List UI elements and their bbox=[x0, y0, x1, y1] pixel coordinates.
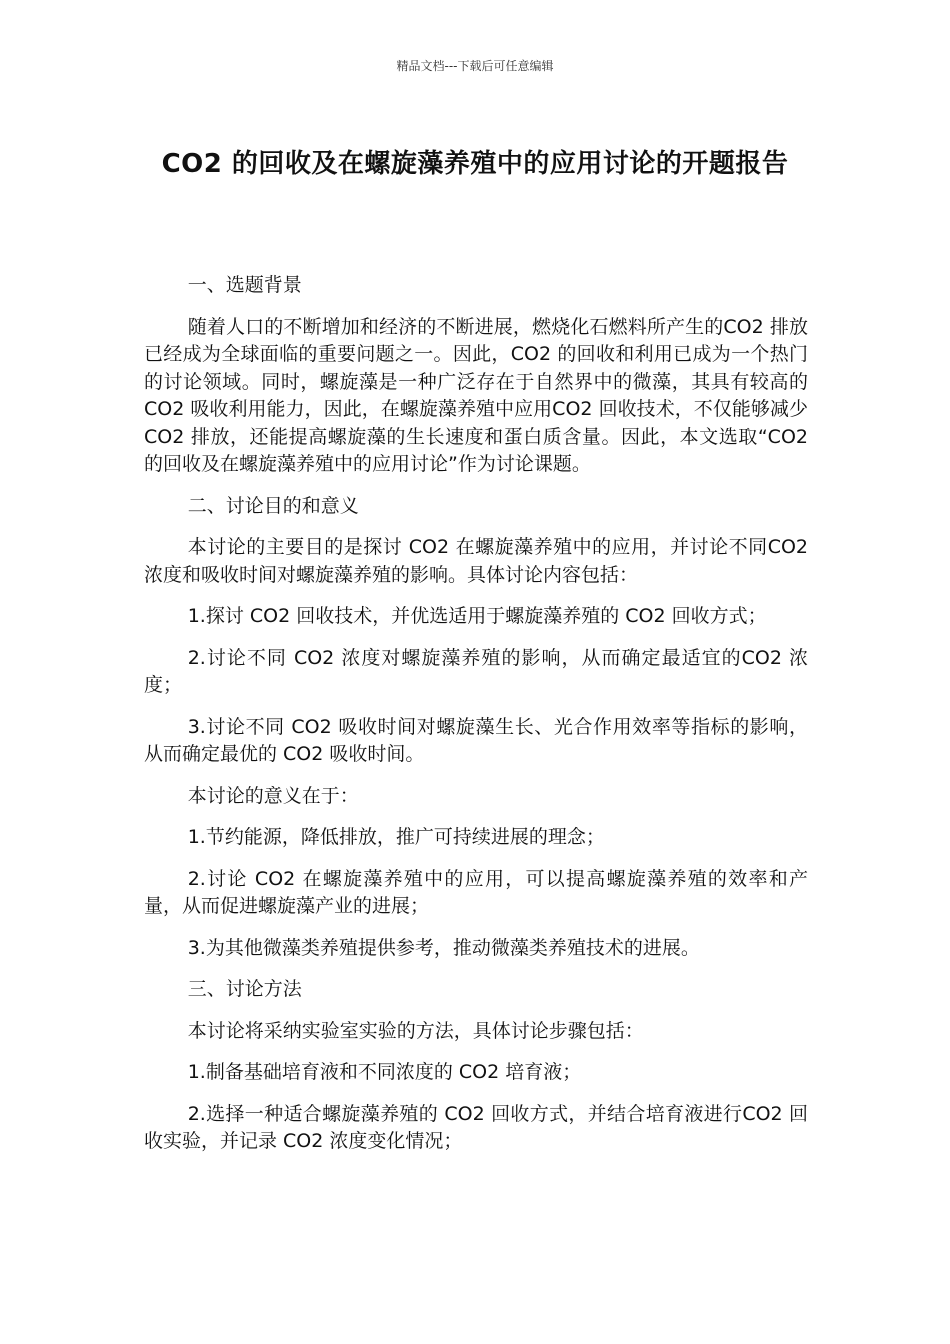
paragraph-purpose: 本讨论的主要目的是探讨 CO2 在螺旋藻养殖中的应用，并讨论不同CO2 浓度和吸收时间对螺旋藻养殖的影响。具体讨论内容包括： bbox=[144, 536, 808, 586]
paragraph-significance: 本讨论的意义在于： bbox=[187, 784, 359, 807]
list-item-purpose-3: 3.讨论不同 CO2 吸收时间对螺旋藻生长、光合作用效率等指标的影响，从而确定最优的 CO2 吸收时间。 bbox=[144, 715, 808, 765]
document-title: CO2 的回收及在螺旋藻养殖中的应用讨论的开题报告 bbox=[161, 149, 789, 179]
list-item-significance-1: 1.节约能源，降低排放，推广可持续进展的理念； bbox=[187, 826, 605, 848]
header-note: 精品文档---下载后可任意编辑 bbox=[396, 59, 554, 73]
list-item-significance-2: 2.讨论 CO2 在螺旋藻养殖中的应用，可以提高螺旋藻养殖的效率和产量，从而促进螺旋藻产业的进展； bbox=[144, 867, 808, 917]
paragraph-methods: 本讨论将采纳实验室实验的方法，具体讨论步骤包括： bbox=[187, 1019, 644, 1042]
list-item-significance-3: 3.为其他微藻类养殖提供参考，推动微藻类养殖技术的进展。 bbox=[187, 936, 700, 959]
list-item-purpose-1: 1.探讨 CO2 回收技术，并优选适用于螺旋藻养殖的 CO2 回收方式； bbox=[187, 605, 767, 627]
document-body bbox=[144, 272, 808, 1170]
list-item-method-1: 1.制备基础培育液和不同浓度的 CO2 培育液； bbox=[187, 1061, 582, 1083]
section-heading-methods: 三、讨论方法 bbox=[187, 978, 302, 1000]
list-item-method-2: 2.选择一种适合螺旋藻养殖的 CO2 回收方式，并结合培育液进行CO2 回收实验，并记录 CO2 浓度变化情况； bbox=[144, 1102, 808, 1152]
section-heading-purpose: 二、讨论目的和意义 bbox=[187, 494, 359, 517]
paragraph-background: 随着人口的不断增加和经济的不断进展，燃烧化石燃料所产生的CO2 排放已经成为全球面临的重要问题之一。因此，CO2 的回收和利用已成为一个热门的讨论领域。同时，螺旋藻是一种广泛存在于自然界中的微藻，其具有较高的 CO2 吸收利用能力，因此，在螺旋藻养殖中应用CO2 回收技术，不仅能够减少 CO2 排放，还能提高螺旋藻的生长速度和蛋白质含量。因此，本文选取“CO2 的回收及在螺旋藻养殖中的应用讨论”作为讨论课题。 bbox=[144, 315, 808, 475]
section-heading-background: 一、选题背景 bbox=[187, 274, 302, 296]
list-item-purpose-2: 2.讨论不同 CO2 浓度对螺旋藻养殖的影响，从而确定最适宜的CO2 浓度； bbox=[144, 646, 808, 696]
